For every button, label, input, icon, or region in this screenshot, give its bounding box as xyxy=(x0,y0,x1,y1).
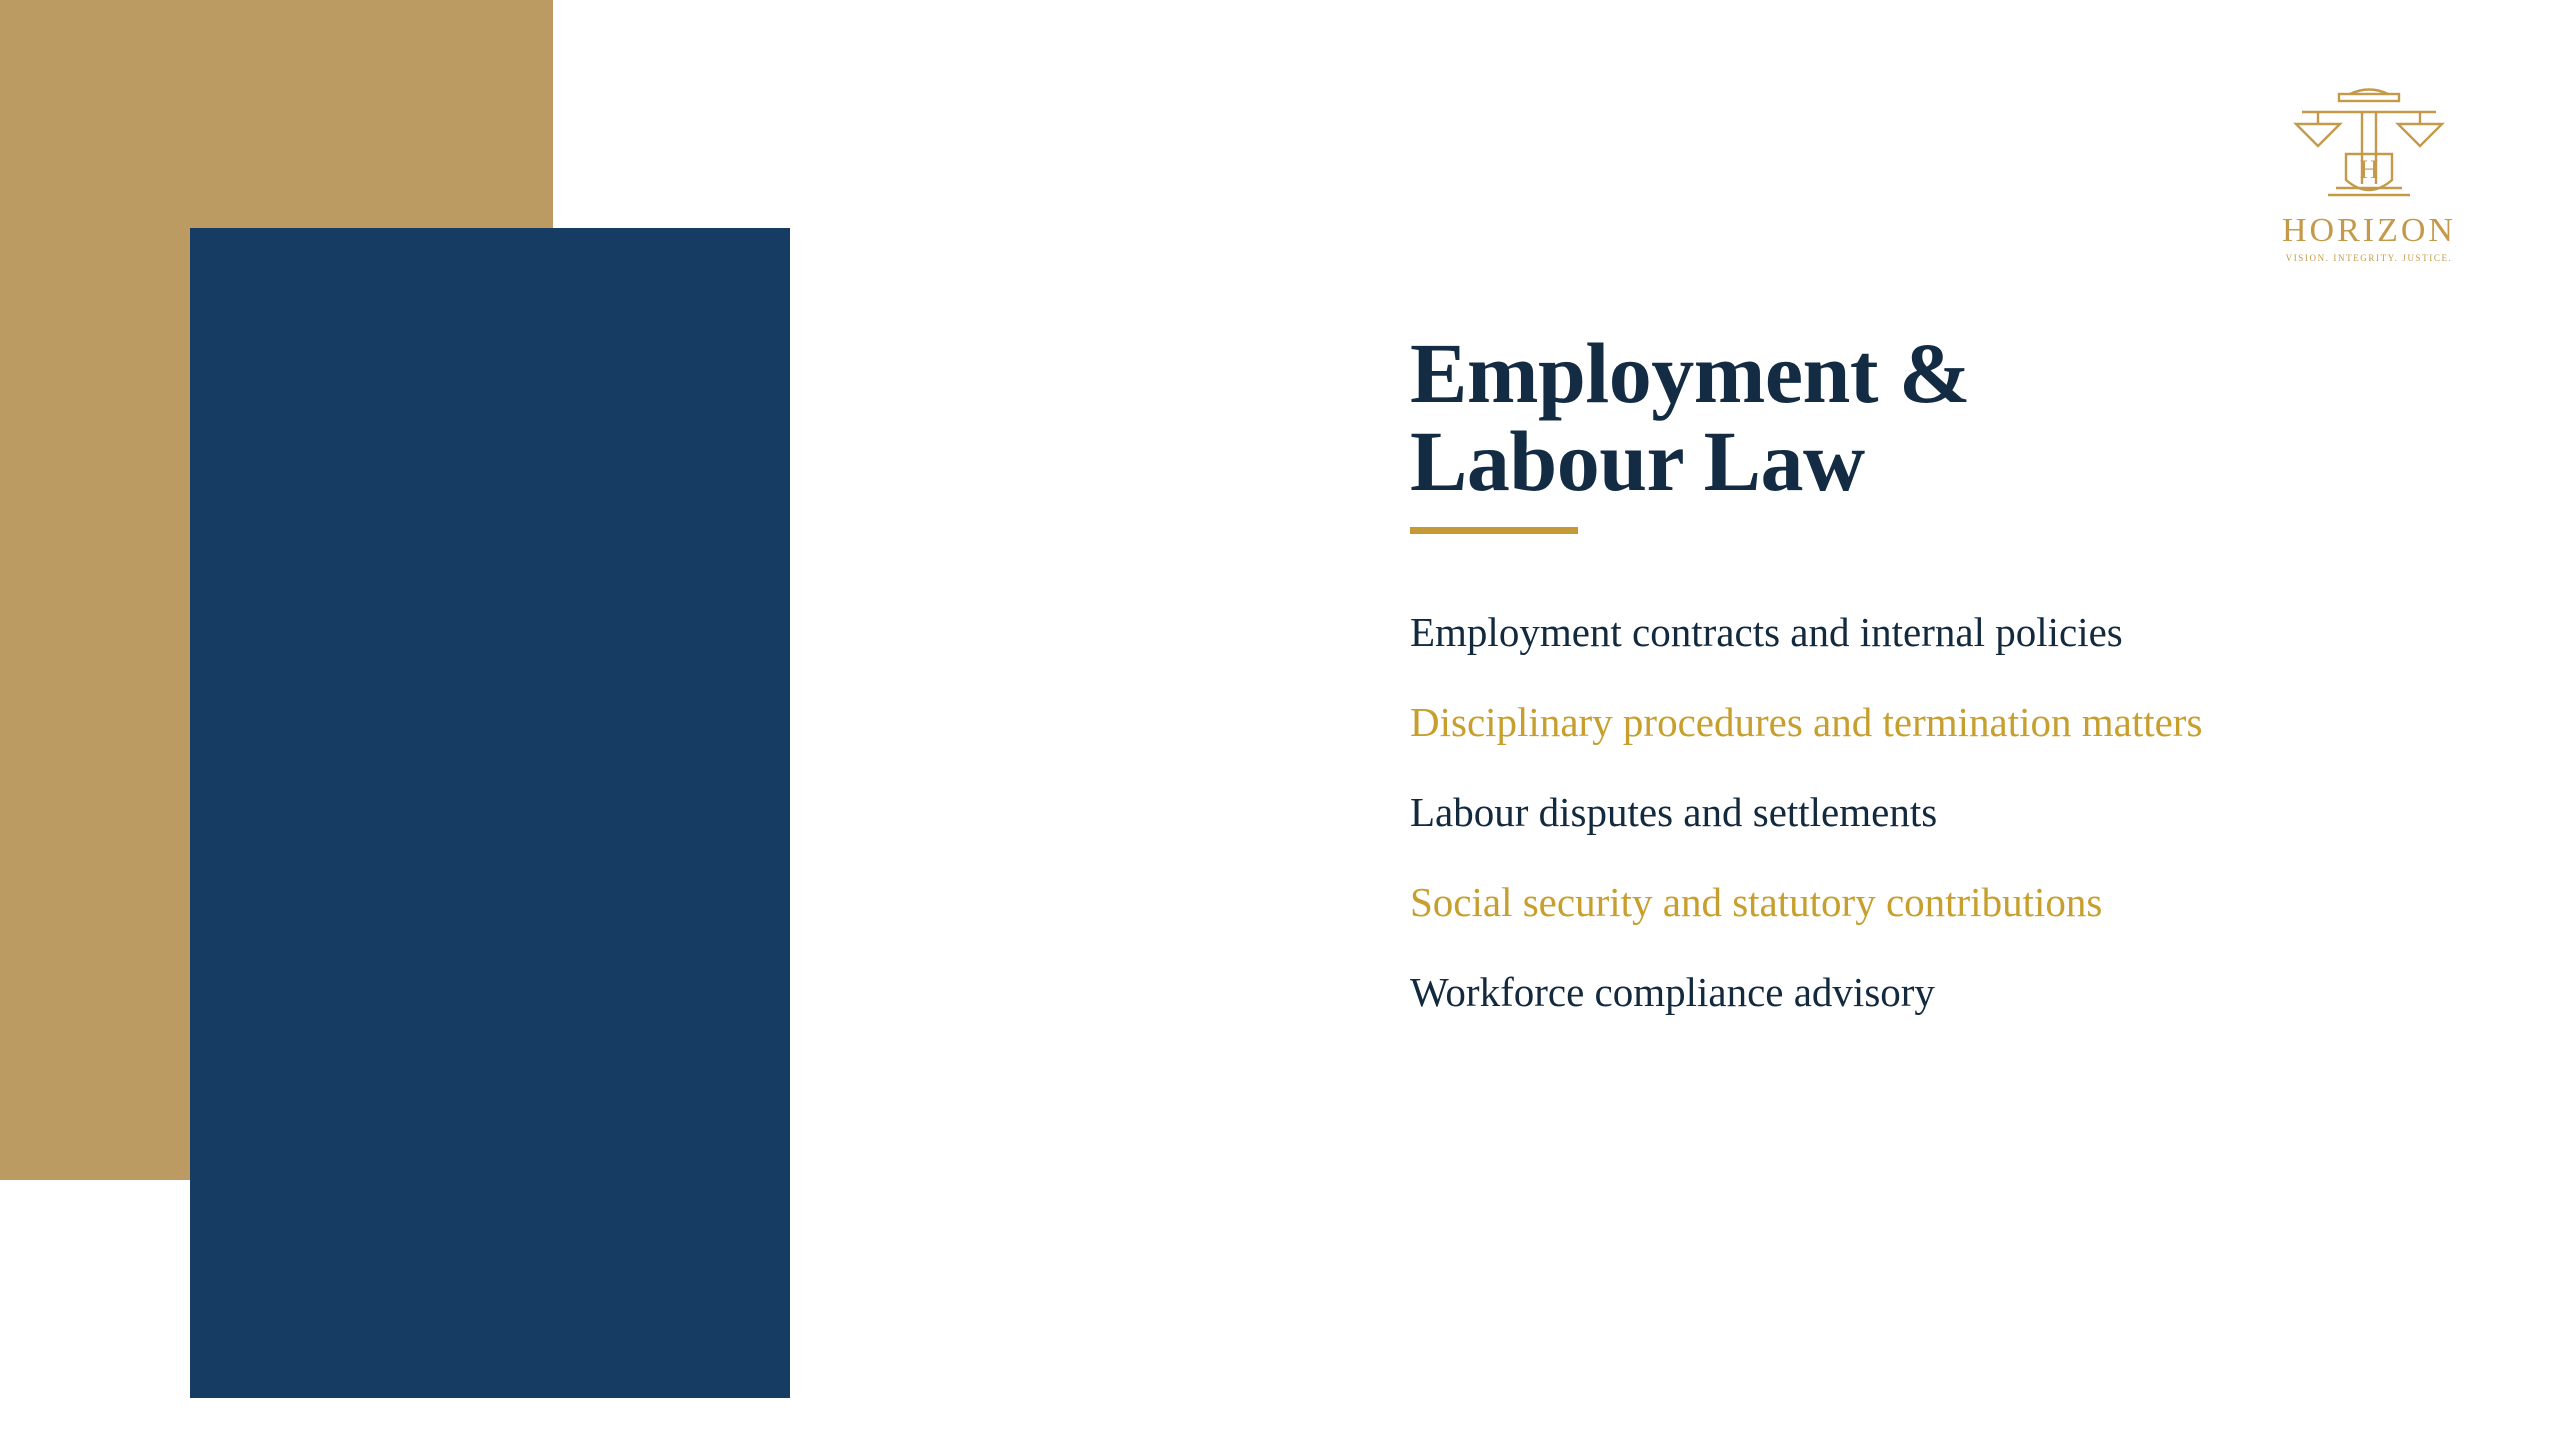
logo-wordmark: HORIZON xyxy=(2282,212,2456,249)
list-item: Workforce compliance advisory xyxy=(1410,969,1935,1016)
title-line-2: Labour Law xyxy=(1410,412,1865,509)
bullet-list xyxy=(1410,609,2430,1016)
scales-of-justice-icon xyxy=(2264,88,2474,211)
list-item: Social security and statutory contributions xyxy=(1410,879,2103,926)
title-line-1: Employment & xyxy=(1410,325,1971,421)
title-underline-rule xyxy=(1410,527,1578,534)
navy-decorative-block xyxy=(190,228,790,1398)
logo-tagline: VISION. INTEGRITY. JUSTICE. xyxy=(2285,252,2453,263)
slide-content xyxy=(1410,325,2430,1062)
svg-text:H: H xyxy=(2359,155,2379,184)
page-title xyxy=(1410,325,2430,509)
list-item: Disciplinary procedures and termination matters xyxy=(1410,699,2203,746)
brand-logo xyxy=(2264,88,2474,263)
list-item: Labour disputes and settlements xyxy=(1410,789,1938,836)
list-item: Employment contracts and internal policies xyxy=(1410,609,2123,656)
